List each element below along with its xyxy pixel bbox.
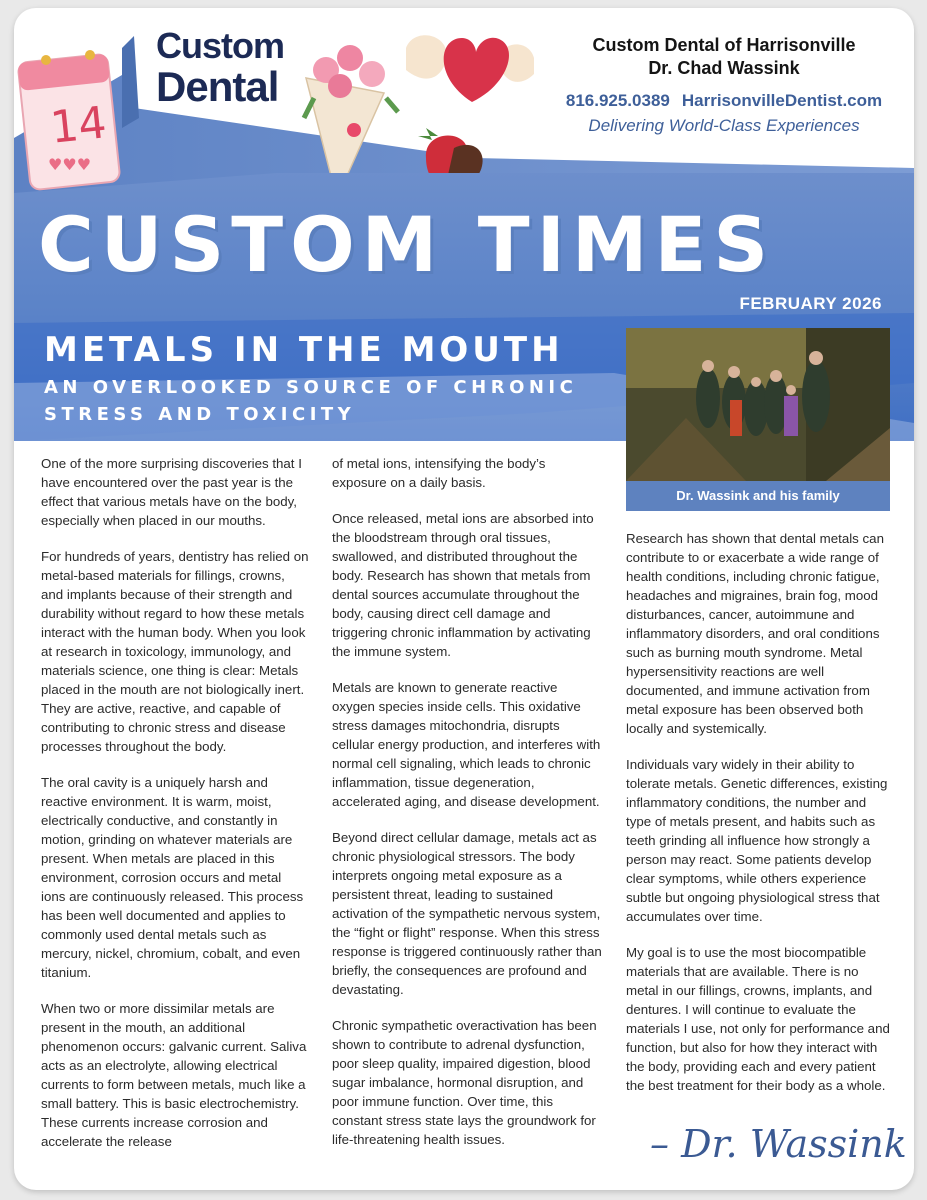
paragraph: One of the more surprising discoveries that I have encountered over the past year is the effect that various metals have on the body, especially when placed in our mouths.	[41, 456, 302, 528]
signature: – Dr. Wassink	[650, 1122, 907, 1166]
logo-line2: Dental	[156, 63, 279, 110]
column-3	[626, 529, 894, 1112]
paragraph: Research has shown that dental metals can contribute to or exacerbate a wide range of health conditions, including chronic fatigue, headaches and migraines, brain fog, mood disturbances, cancer, autoimmune and inflammatory disorders, and oral conditions such as burning mouth syndrome. Metal hypersensitivity reactions are well documented, and immune activation from metal exposure has been observed both locally and systemically.	[626, 531, 884, 736]
column-2	[332, 454, 602, 1166]
logo[interactable]	[156, 25, 286, 116]
paragraph: When two or more dissimilar metals are present in the mouth, an additional phenomenon occurs: galvanic current. Saliva acts as an electrolyte, allowing electrical currents to form between metals, much like a small battery. This is basic electrochemistry. These currents increase corrosion and accelerate the release	[41, 1001, 307, 1149]
winged-heart-icon	[406, 35, 534, 102]
paragraph: Once released, metal ions are absorbed into the bloodstream through oral tissues, swallowed, and distributed throughout the body. Research has shown that metals from dental sources accumulate throughout the body, causing direct cell damage and triggering chronic inflammation by activating the immune system.	[332, 511, 594, 659]
contact-line	[544, 91, 904, 111]
masthead-title: CUSTOM TIMES	[38, 200, 776, 289]
practice-name: Custom Dental of Harrisonville	[592, 35, 856, 55]
column-1	[41, 454, 309, 1168]
paragraph: Individuals vary widely in their ability to tolerate metals. Genetic differences, existing inflammatory conditions, the number and type of metals present, and habits such as teeth grinding all influence how strongly a person may react. Some patients develop clear symptoms, while others experience subtle but ongoing physiological stress that accumulates over time.	[626, 757, 888, 924]
article-title: METALS IN THE MOUTH	[44, 330, 564, 370]
doctor-name: Dr. Chad Wassink	[648, 58, 800, 78]
paragraph: My goal is to use the most biocompatible materials that are available. There is no metal in our fillings, crowns, implants, and dentures. I will continue to evaluate the materials I use, not only for performance and function, but also for how they interact with the body, providing each and every patient the best treatment for their body as a whole.	[626, 945, 890, 1093]
paragraph: Beyond direct cellular damage, metals act as chronic physiological stressors. The body interprets ongoing metal exposure as a persistent threat, leading to sustained activation of the sympathetic nervous system, the “fight or flight” response. When this stress response is triggered continuously rather than briefly, the consequences are profound and devastating.	[332, 830, 602, 997]
calendar-day: 14	[47, 97, 109, 154]
logo-line1: Custom	[156, 25, 284, 66]
paragraph: Chronic sympathetic overactivation has been shown to contribute to adrenal dysfunction, poor sleep quality, impaired digestion, blood sugar imbalance, hormonal disruption, and poor immune function. Over time, this constant stress state lays the groundwork for life-threatening health issues.	[332, 1018, 597, 1147]
newsletter-page	[14, 8, 914, 1190]
paragraph: For hundreds of years, dentistry has relied on metal-based materials for fillings, crowns, and implants because of their strength and durability without regard to how these metals interact with the human body. When you look at research in toxicology, immunology, and materials science, one thing is clear: Metals placed in the mouth are not biologically inert. They are active, reactive, and capable of contributing to chronic stress and disease processes throughout the body.	[41, 549, 309, 754]
family-photo	[626, 328, 890, 481]
practice-info	[544, 34, 904, 136]
article-subtitle: AN OVERLOOKED SOURCE OF CHRONIC STRESS AND TOXICITY	[44, 377, 578, 425]
svg-text:♥♥♥: ♥♥♥	[48, 155, 92, 174]
calendar-icon	[18, 50, 121, 190]
tagline: Delivering World-Class Experiences	[588, 116, 860, 135]
website-link[interactable]: HarrisonvilleDentist.com	[681, 91, 883, 110]
phone-number[interactable]: 816.925.0389	[565, 91, 670, 110]
paragraph: of metal ions, intensifying the body’s exposure on a daily basis.	[332, 456, 546, 490]
photo-caption: Dr. Wassink and his family	[626, 481, 890, 511]
issue-date: FEBRUARY 2026	[739, 294, 882, 313]
paragraph: Metals are known to generate reactive oxygen species inside cells. This oxidative stress damages mitochondria, disrupts cellular energy production, and interferes with normal cell signaling, which leads to chronic inflammation, tissue degeneration, accelerated aging, and disease development.	[332, 680, 601, 809]
paragraph: The oral cavity is a uniquely harsh and reactive environment. It is warm, moist, electrically conductive, and constantly in motion, grinding on whatever materials are present. When metals are placed in this environment, corrosion occurs and metal ions are continuously released. This process has been well documented and applies to commonly used dental metals such as mercury, nickel, chromium, cobalt, and even titanium.	[41, 775, 304, 980]
